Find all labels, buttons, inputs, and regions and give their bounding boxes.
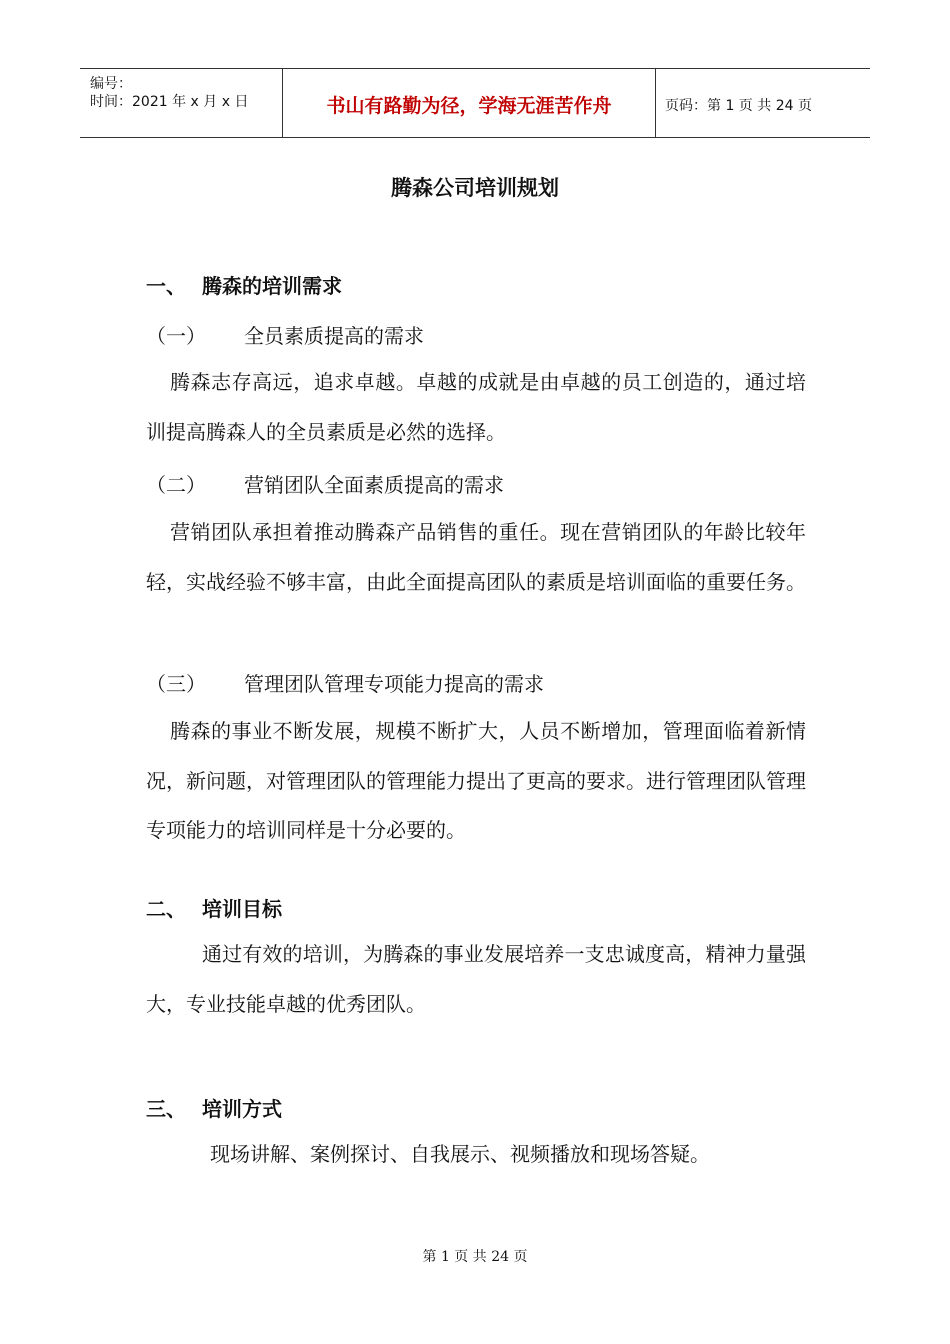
section-title: 腾森的培训需求 <box>202 274 342 298</box>
subsection-title: 管理团队管理专项能力提高的需求 <box>244 672 544 696</box>
section-heading-3 <box>146 1093 282 1122</box>
paragraph-1-2: 营销团队承担着推动腾森产品销售的重任。现在营销团队的年龄比较年轻，实战经验不够丰富，由此全面提高团队的素质是培训面临的重要任务。 <box>146 520 806 594</box>
section-title: 培训目标 <box>202 897 282 921</box>
document-time-label: 时间：2021 年 x 月 x 日 <box>90 94 249 110</box>
header-meta-cell <box>80 69 282 137</box>
section-heading-2 <box>146 893 282 922</box>
paragraph-2: 通过有效的培训，为腾森的事业发展培养一支忠诚度高，精神力量强大，专业技能卓越的优秀团队。 <box>146 942 806 1016</box>
paragraph-1-3: 腾森的事业不断发展，规模不断扩大，人员不断增加，管理面临着新情况，新问题，对管理团队的管理能力提出了更高的要求。进行管理团队管理专项能力的培训同样是十分必要的。 <box>146 719 806 842</box>
paragraph-1-1: 腾森志存高远，追求卓越。卓越的成就是由卓越的员工创造的，通过培训提高腾森人的全员素质是必然的选择。 <box>146 370 806 444</box>
header-motto: 书山有路勤为径，学海无涯苦作舟 <box>326 95 612 117</box>
header-motto-cell <box>282 69 656 137</box>
subsection-heading-1-3 <box>146 668 544 697</box>
section-number: 一、 <box>146 274 186 298</box>
page-header <box>80 68 870 138</box>
header-page-cell <box>655 69 870 137</box>
document-number-label: 编号： <box>90 76 132 92</box>
subsection-heading-1-2 <box>146 469 504 498</box>
section-number: 二、 <box>146 897 186 921</box>
header-page-number: 页码：第 1 页 共 24 页 <box>665 98 812 114</box>
subsection-title: 全员素质提高的需求 <box>244 324 424 348</box>
paragraph-3: 现场讲解、案例探讨、自我展示、视频播放和现场答疑。 <box>210 1142 710 1166</box>
subsection-title: 营销团队全面素质提高的需求 <box>244 473 504 497</box>
page-footer: 第 1 页 共 24 页 <box>422 1249 528 1265</box>
section-title: 培训方式 <box>202 1097 282 1121</box>
section-heading-1 <box>146 270 342 299</box>
section-number: 三、 <box>146 1097 186 1121</box>
subsection-heading-1-1 <box>146 320 424 349</box>
subsection-number: （二） <box>146 473 206 497</box>
document-title: 腾森公司培训规划 <box>391 176 559 200</box>
subsection-number: （一） <box>146 324 206 348</box>
subsection-number: （三） <box>146 672 206 696</box>
